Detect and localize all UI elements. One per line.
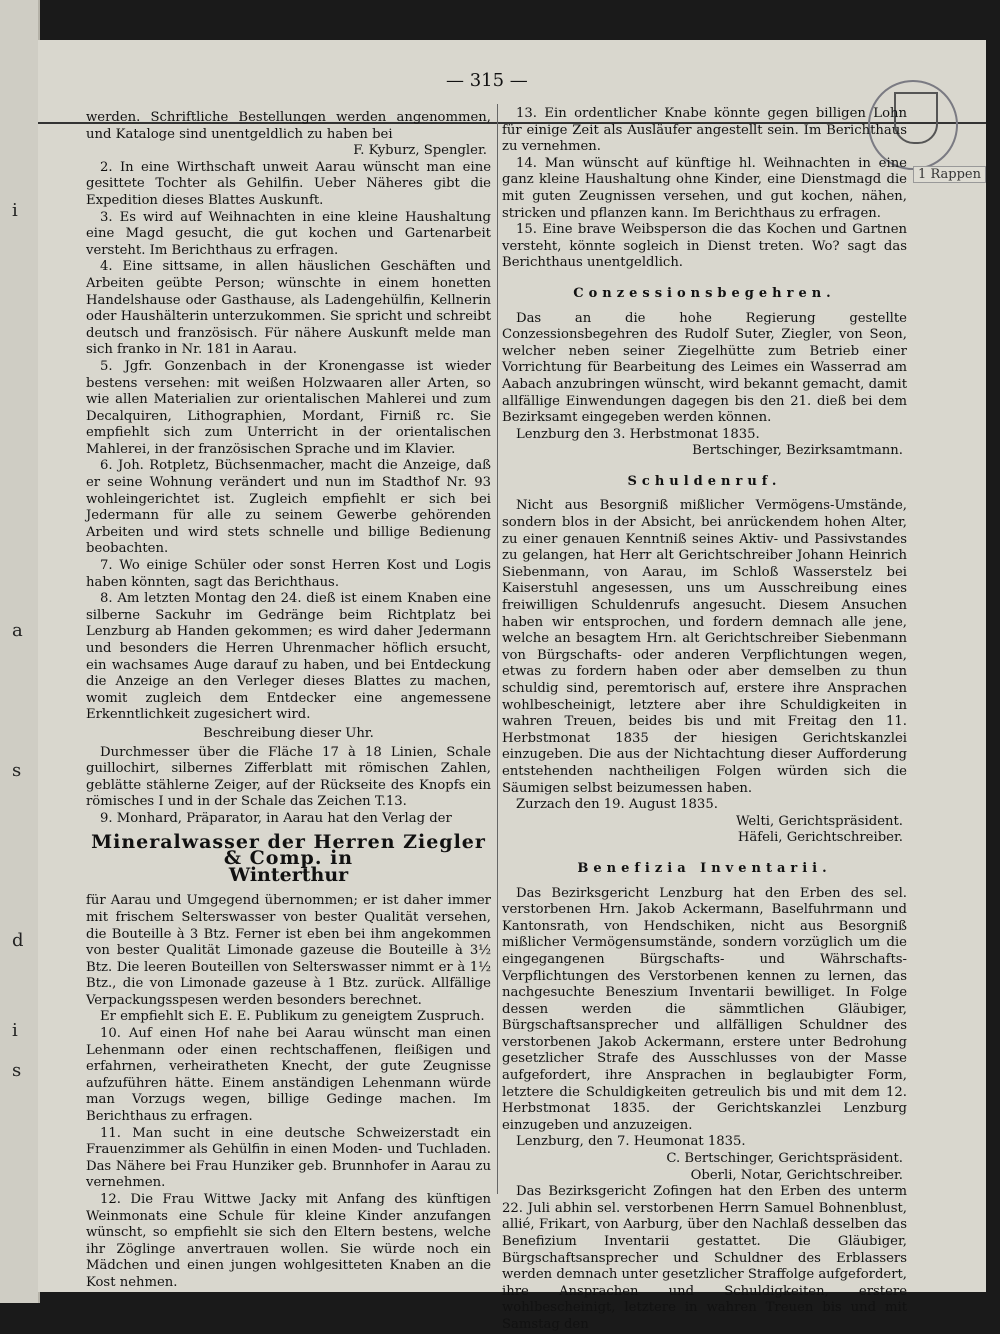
- right-paragraph: Lenzburg, den 7. Heumonat 1835.: [516, 1134, 746, 1150]
- signature-line: Oberli, Notar, Gerichtschreiber.: [690, 1167, 903, 1183]
- left-paragraph: Winterthur: [228, 863, 349, 886]
- book-spine: [0, 0, 40, 1303]
- left-paragraph: 5. Jgfr. Gonzenbach in der Kronengasse ist wieder bestens versehen: mit weißen Holzwaaren aller Arten, so wie allen Materialien zur orientalischen Mahlerei und zum Decalquiren, Lithographien, Mordant, Firniß rc. Sie empfiehlt sich zum Unterricht in der orientalischen Mahlerei, in der französischen Sprache und im Klavier.: [86, 358, 491, 457]
- right-paragraph: Zurzach den 19. August 1835.: [516, 797, 718, 813]
- spine-char: a: [12, 620, 23, 641]
- section-heading: Schuldenruf.: [627, 473, 782, 489]
- right-paragraph: Lenzburg den 3. Herbstmonat 1835.: [516, 426, 760, 442]
- left-paragraph: Mineralwasser der Herren Ziegler & Comp. in: [91, 830, 486, 870]
- left-paragraph: 6. Joh. Rotpletz, Büchsenmacher, macht die Anzeige, daß er seine Wohnung verändert und nun im Stadthof Nr. 93 wohleingerichtet ist. Zugleich empfiehlt er sich bei Jedermann für alle zu seinem Gewerbe gehörenden Arbeiten und wird stets schnelle und billige Bedienung beobachten.: [86, 458, 491, 557]
- left-paragraph: 9. Monhard, Präparator, in Aarau hat den Verlag der: [100, 810, 452, 826]
- right-column: [502, 106, 907, 1334]
- left-paragraph: 12. Die Frau Wittwe Jacky mit Anfang des künftigen Weinmonats eine Schule für kleine Kinder anzufangen wünscht, so empfiehlt sie sich den Eltern bestens, welche ihr Zöglinge anvertrauen wollen. Sie würde noch ein Mädchen und einen jungen wohlgesitteten Knaben an die Kost nehmen.: [86, 1192, 491, 1290]
- signature-line: Häfeli, Gerichtschreiber.: [737, 830, 903, 846]
- left-paragraph: werden. Schriftliche Bestellungen werden angenommen, und Kataloge sind unentgeldlich zu haben bei: [86, 110, 491, 142]
- left-paragraph: 11. Man sucht in eine deutsche Schweizerstadt ein Frauenzimmer als Gehülfin in einen Moden- und Tuchladen. Das Nähere bei Frau Hunziker geb. Brunnhofer in Aarau zu vernehmen.: [86, 1125, 491, 1191]
- spine-char: s: [12, 1060, 22, 1081]
- signature-line: Bertschinger, Bezirksamtmann.: [692, 443, 903, 459]
- left-paragraph: 4. Eine sittsame, in allen häuslichen Geschäften und Arbeiten geübte Person; wünschte in einem honetten Handelshause oder Gasthause, als Ladengehülfin, Kellnerin oder Haushälterin unterzukommen. Sie spricht und schreibt deutsch und französisch. Für nähere Auskunft melde man sich franko in Nr. 181 in Aarau.: [86, 259, 491, 358]
- left-paragraph: für Aarau und Umgegend übernommen; er ist daher immer mit frischem Selterswasser von bester Qualität versehen, die Bouteille à 3 Btz. Ferner ist eben bei ihm angekommen von bester Qualität Limonade gazeuse die Bouteille à 3½ Btz. Die leeren Bouteillen von Selterswasser nimmt er à 1½ Btz., die von Limonade gazeuse à 1 Btz. zurück. Allfällige Verpackungsspesen werden besonders berechnet.: [86, 893, 491, 1008]
- page-number: — 315 —: [446, 70, 528, 91]
- left-paragraph: Beschreibung dieser Uhr.: [203, 725, 374, 741]
- right-paragraph: 13. Ein ordentlicher Knabe könnte gegen billigen Lohn für einige Zeit als Ausläufer angestellt sein. Im Berichthaus zu vernehmen.: [502, 106, 907, 155]
- spine-char: s: [12, 760, 22, 781]
- signature-line: C. Bertschinger, Gerichtspräsident.: [666, 1151, 903, 1167]
- left-column: [86, 110, 491, 1292]
- spine-char: i: [12, 1020, 18, 1041]
- left-paragraph: 10. Auf einen Hof nahe bei Aarau wünscht man einen Lehenmann oder einen rechtschaffenen, fleißigen und erfahrnen, verheiratheten Knecht, der gute Zeugnisse aufzuführen hätte. Einem anständigen Lehenmann würde man Vorzugs wegen, billige Gedinge machen. Im Berichthaus zu erfragen.: [86, 1026, 491, 1125]
- right-paragraph: Nicht aus Besorgniß mißlicher Vermögens-Umstände, sondern blos in der Absicht, bei anrückendem hohen Alter, zu einer genauen Kenntniß seines Aktiv- und Passivstandes zu gelangen, hat Herr alt Gerichtschreiber Johann Heinrich Siebenmann, von Aarau, im Schloß Wasserstelz bei Kaiserstuhl angesessen, uns um Ausschreibung eines freiwilligen Schuldenrufs angesucht. Diesem Ansuchen haben wir entsprochen, und fordern demnach alle jene, welche an besagtem Hrn. alt Gerichtschreiber Siebenmann von Bürgschafts- oder anderen Verpflichtungen wegen, etwas zu fordern haben oder aber demselben zu thun schuldig sind, peremtorisch auf, erstere ihre Ansprachen wohlbescheinigt, letztere aber ihre Schuldigkeiten in wahren Treuen, beides bis und mit Freitag den 11. Herbstmonat 1835 der hiesigen Gerichtskanzlei einzugeben. Die aus der Nichtachtung dieser Aufforderung entstehenden nachtheiligen Folgen würden sich die Säumigen selbst beizumessen haben.: [502, 498, 907, 796]
- left-paragraph: 7. Wo einige Schüler oder sonst Herren Kost und Logis haben könnten, sagt das Berichthaus.: [86, 558, 491, 590]
- stamp-label: 1 Rappen: [913, 166, 986, 183]
- column-divider: [497, 104, 498, 1194]
- signature-line: F. Kyburz, Spengler.: [353, 143, 487, 159]
- spine-char: d: [12, 930, 24, 951]
- left-paragraph: 3. Es wird auf Weihnachten in eine kleine Haushaltung eine Magd gesucht, die gut kochen und Gartenarbeit versteht. Im Berichthaus zu erfragen.: [86, 209, 491, 258]
- left-paragraph: Durchmesser über die Fläche 17 à 18 Linien, Schale guillochirt, silbernes Zifferblatt mit römischen Zahlen, geblätte stählerne Zeiger, auf der Rückseite des Knopfs ein römisches I und in der Schale das Zeichen T.13.: [86, 744, 491, 810]
- section-heading: Conzessionsbegehren.: [573, 285, 836, 301]
- right-paragraph: Das Bezirksgericht Zofingen hat den Erben des unterm 22. Juli abhin sel. verstorbenen Herrn Samuel Bohnenblust, allié, Frikart, von Aarburg, über den Nachlaß desselben das Benefizium Inventarii gestattet. Die Gläubiger, Bürgschaftsansprecher und Schuldner des Erblassers werden demnach unter gesetzlicher Straffolge aufgefordert, ihre Ansprachen und Schuldigkeiten, erstere wohlbescheinigt, letztere in wahren Treuen bis und mit Samstag den: [502, 1184, 907, 1332]
- left-paragraph: 2. In eine Wirthschaft unweit Aarau wünscht man eine gesittete Tochter als Gehilfin. Ueber Näheres gibt die Expedition dieses Blattes Auskunft.: [86, 159, 491, 208]
- right-paragraph: 15. Eine brave Weibsperson die das Kochen und Gartnen versteht, könnte sogleich in Dienst treten. Wo? sagt das Berichthaus unentgeldlich.: [502, 222, 907, 271]
- signature-line: Welti, Gerichtspräsident.: [735, 813, 903, 829]
- section-heading: Benefizia Inventarii.: [577, 860, 832, 876]
- spine-char: i: [12, 200, 18, 221]
- right-paragraph: Das an die hohe Regierung gestellte Conzessionsbegehren des Rudolf Suter, Ziegler, von Seon, welcher neben seiner Ziegelhütte zum Betrieb einer Vorrichtung für Bearbeitung des Leimes ein Wasserrad am Aabach anzubringen wünscht, wird bekannt gemacht, damit allfällige Einwendungen dagegen bis den 21. dieß bei dem Bezirksamt eingegeben werden können.: [502, 310, 907, 426]
- right-paragraph: Das Bezirksgericht Lenzburg hat den Erben des sel. verstorbenen Hrn. Jakob Ackermann, Baselfuhrmann und Kantonsrath, von Hendschiken, nicht aus Besorgniß mißlicher Vermögensumstände, sondern vorzüglich um die eingegangenen Bürgschafts- und Währschafts-Verpflichtungen des Verstorbenen kennen zu lernen, das nachgesuchte Beneszium Inventarii bewilliget. In Folge dessen werden die sämmtlichen Gläubiger, Bürgschaftsansprecher und allfälligen Schuldner des verstorbenen Jakob Ackermann, erstere unter Bedrohung gesetzlicher Strafe des Ausschlusses von der Masse aufgefordert, ihre Ansprachen in beglaubigter Form, letztere die Schuldigkeiten getreulich bis und mit dem 12. Herbstmonat 1835. der Gerichtskanzlei Lenzburg einzugeben und anzuzeigen.: [502, 885, 907, 1133]
- left-paragraph: Er empfiehlt sich E. E. Publikum zu geneigtem Zuspruch.: [100, 1009, 485, 1025]
- right-paragraph: 14. Man wünscht auf künftige hl. Weihnachten in eine ganz kleine Haushaltung ohne Kinder, eine Dienstmagd die mit guten Zeugnissen versehen, und gut kochen, nähen, stricken und pflanzen kann. Im Berichthaus zu erfragen.: [502, 155, 907, 221]
- left-paragraph: 8. Am letzten Montag den 24. dieß ist einem Knaben eine silberne Sackuhr im Gedränge beim Richtplatz bei Lenzburg ab Handen gekommen; es wird daher Jedermann und besonders die Herren Uhrenmacher höflich ersucht, ein wachsames Auge darauf zu haben, und bei Entdeckung die Anzeige an den Verleger dieses Blattes zu machen, womit zugleich dem Entdecker eine angemessene Erkenntlichkeit zugesichert wird.: [86, 591, 491, 723]
